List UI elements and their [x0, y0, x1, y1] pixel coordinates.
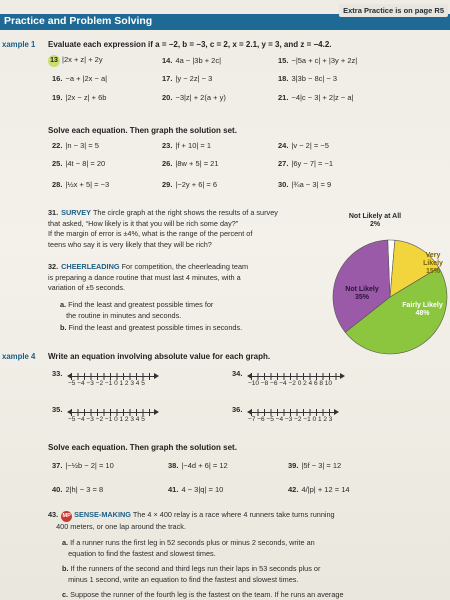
problem-13-number: 13 — [48, 55, 60, 67]
problem-29: 29. |−2y + 6| = 6 — [162, 180, 218, 189]
number-line-36 — [248, 412, 335, 423]
problem-25: 25. |4t − 8| = 20 — [52, 159, 106, 168]
graph-36-number: 36. — [232, 405, 243, 414]
problem-43b: b. If the runners of the second and third legs run their laps in 53 seconds plus or minus 1 second, write an equation to find the fastest and slowest times. — [62, 564, 321, 584]
number-line-33-labels: −5 −4 −3 −2 −1 0 1 2 3 4 5 — [68, 380, 145, 387]
banner-title: Practice and Problem Solving — [4, 15, 153, 27]
problem-15: 15. −|5a + c| + |3y + 2z| — [278, 56, 358, 65]
problem-23: 23. |f + 10| = 1 — [162, 141, 212, 150]
number-line-36-labels: −7 −6 −5 −4 −3 −2 −1 0 1 2 3 — [248, 416, 333, 423]
problem-39: 39. |5f − 3| = 12 — [288, 461, 342, 470]
problem-20: 20. −3|z| + 2(a + y) — [162, 93, 226, 102]
graph-35-number: 35. — [52, 405, 63, 414]
problem-17: 17. |y − 2z| − 3 — [162, 74, 213, 83]
problem-26: 26. |8w + 5| = 21 — [162, 159, 219, 168]
number-line-35-labels: −5 −4 −3 −2 −1 0 1 2 3 4 5 — [68, 416, 145, 423]
extra-practice-note: Extra Practice is on page R5 — [339, 4, 448, 17]
example-4-label: xample 4 — [2, 352, 36, 361]
problem-13: 13 |2x + z| + 2y — [48, 55, 103, 67]
problem-30: 30. |¾a − 3| = 9 — [278, 180, 332, 189]
problem-27: 27. |6y − 7| = −1 — [278, 159, 334, 168]
problem-31: 31. SURVEY The circle graph at the right shows the results of a survey that asked, “How likely is it that you will be rich some day?” If the margin of error is ±4%, what is the range of the percent of teens who say it is very likely that they will be rich? — [48, 208, 278, 249]
example-1-label: xample 1 — [2, 40, 36, 49]
problem-32: 32. CHEERLEADING For competition, the cheerleading team is preparing a dance routine that must last 4 minutes, with a variation of ±5 seconds. — [48, 262, 249, 292]
number-line-34-labels: −10 −8 −6 −4 −2 0 2 4 6 8 10 — [248, 380, 333, 387]
problem-43a: a. If a runner runs the first leg in 52 seconds plus or minus 2 seconds, write an equation to find the fastest and slowest times. — [62, 538, 315, 558]
problem-22: 22. |n − 3| = 5 — [52, 141, 99, 150]
graph-33-number: 33. — [52, 369, 63, 378]
instruction-evaluate: Evaluate each expression if a = −2, b = −3, c = 2, x = 2.1, y = 3, and z = −4.2. — [48, 40, 332, 49]
pie-label-very-likely: Very Likely 15% — [423, 252, 443, 275]
problem-42: 42. 4/|p| + 12 = 14 — [288, 485, 350, 494]
pie-label-fairly-likely: Fairly Likely 48% — [402, 302, 443, 317]
problem-40: 40. 2|h| − 3 = 8 — [52, 485, 104, 494]
mp-badge-icon: MP — [61, 511, 72, 522]
problem-32a: a. Find the least and greatest possible times for the routine in minutes and seconds. — [60, 300, 214, 320]
problem-16: 16. −a + |2x − a| — [52, 74, 108, 83]
problem-43: 43. MP SENSE-MAKING The 4 × 400 relay is a race where 4 runners take turns running 400 meters, or one lap around the track. — [48, 510, 335, 531]
problem-21: 21. −4|c − 3| + 2|z − a| — [278, 93, 354, 102]
problem-24: 24. |v − 2| = −5 — [278, 141, 329, 150]
problem-28: 28. |½x + 5| = −3 — [52, 180, 110, 189]
problem-32b: b. Find the least and greatest possible times in seconds. — [60, 323, 243, 332]
instruction-solve-2: Solve each equation. Then graph the solution set. — [48, 443, 237, 452]
pie-label-not-likely: Not Likely 35% — [345, 286, 379, 301]
problem-19: 19. |2x − z| + 6b — [52, 93, 107, 102]
instruction-solve-1: Solve each equation. Then graph the solution set. — [48, 126, 237, 135]
pie-label-not-likely-at-all: Not Likely at All 2% — [348, 213, 402, 228]
problem-43c: c. Suppose the runner of the fourth leg is the fastest on the team. If he runs an average — [62, 590, 344, 599]
problem-37: 37. |−½b − 2| = 10 — [52, 461, 114, 470]
problem-18: 18. 3|3b − 8c| − 3 — [278, 74, 338, 83]
number-line-35 — [68, 412, 155, 423]
number-line-34 — [248, 376, 341, 387]
problem-41: 41. 4 − 3|q| = 10 — [168, 485, 224, 494]
problem-14: 14. 4a − |3b + 2c| — [162, 56, 222, 65]
instruction-write-equation: Write an equation involving absolute value for each graph. — [48, 352, 271, 361]
number-line-33 — [68, 376, 155, 387]
problem-38: 38. |−4d + 6| = 12 — [168, 461, 228, 470]
graph-34-number: 34. — [232, 369, 243, 378]
